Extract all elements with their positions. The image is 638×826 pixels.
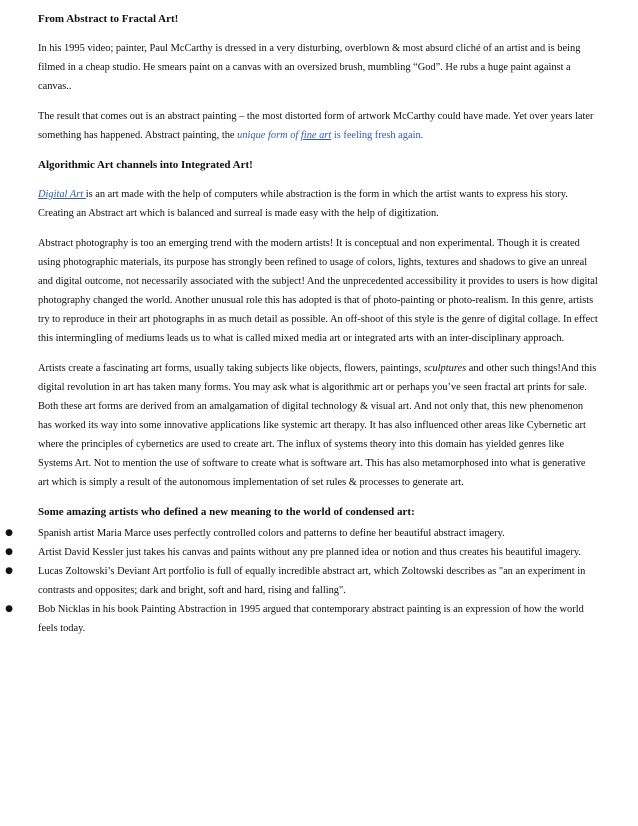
sculptures-text: sculptures (423, 363, 467, 374)
paragraph-digital-art-text: is an art made with the help of computers while abstraction is the form in which the artist wants to express his story. Creating an Abstract art which is balanced and surreal is made easy with the help of digitization. (38, 189, 568, 219)
digital-art-link[interactable]: Digital Art (38, 189, 86, 200)
list-item-text: Artist David Kessler just takes his canvas and paints without any pre planned idea or notion and thus creates his beautiful imagery. (38, 547, 581, 558)
bullet-icon: ● (5, 566, 13, 576)
document-page (5, 10, 598, 638)
bullet-icon: ● (5, 528, 13, 538)
paragraph-mccarthy: In his 1995 video; painter, Paul McCarthy is dressed in a very disturbing, overblown & most absurd cliché of an artist and is being filmed in a cheap studio. He smears paint on a canvas with an oversized brush, mumbling “God”. He rubs a huge paint against a canvas.. (38, 43, 581, 92)
feeling-fresh-link[interactable]: is feeling fresh again. (331, 130, 424, 141)
list-item (5, 562, 598, 600)
list-item-text: Lucas Zoltowski’s Deviant Art portfolio is full of equally incredible abstract art, which Zoltowski describes as "an an experiment in contrasts and opposites; dark and bright, soft and hard, rising and falling". (38, 566, 586, 596)
artists-list (5, 524, 598, 638)
paragraph-digital-art (38, 185, 598, 223)
paragraph-result-text: The result that comes out is an abstract painting – the most distorted form of artwork McCarthy could have made. Yet over years later something has happened. Abstract painting, the (38, 111, 594, 141)
list-item (5, 600, 598, 638)
bullet-icon: ● (5, 547, 13, 557)
heading-algorithmic-art: Algorithmic Art channels into Integrated Art! (38, 159, 253, 171)
unique-form-text: unique form of (237, 130, 301, 141)
paragraph-artists (38, 359, 598, 492)
heading-abstract-to-fractal: From Abstract to Fractal Art! (38, 13, 179, 25)
fine-art-link[interactable]: fine art (300, 130, 332, 141)
list-item (5, 543, 598, 562)
list-item-text: Spanish artist Maria Marce uses perfectly controlled colors and patterns to define her beautiful abstract imagery. (38, 528, 505, 539)
bullet-icon: ● (5, 604, 13, 614)
paragraph-result (38, 107, 598, 145)
heading-amazing-artists: Some amazing artists who defined a new meaning to the world of condensed art: (38, 506, 415, 518)
list-item (5, 524, 598, 543)
paragraph-artists-text-b: and other such things!And this digital revolution in art has taken many forms. You may ask what is algorithmic art or perhaps you’ve seen fractal art prints for sale. Both these art forms are derived from an amalgamation of digital technology & visual art. And not only that, this new phenomenon has worked its way into some innovative applications like systemic art therapy. It has also influenced other areas like Cybernetic art where the principles of cybernetics are used to create art. The influx of systems theory into this domain has yielded genres like Systems Art. Not to mention the use of software to create what is software art. This has also metamorphosed into what is generative art which is simply a result of the autonomous implementation of set rules & processes to generate art. (38, 363, 597, 488)
paragraph-artists-text-a: Artists create a fascinating art forms, usually taking subjects like objects, flowers, paintings, (38, 363, 424, 374)
list-item-text: Bob Nicklas in his book Painting Abstraction in 1995 argued that contemporary abstract painting is an expression of how the world feels today. (38, 604, 584, 634)
paragraph-abstract-photography: Abstract photography is too an emerging trend with the modern artists! It is conceptual and non experimental. Though it is created using photographic materials, its purpose has strongly been refined to usage of colors, lights, textures and shadows to give an unreal and digital outcome, not necessarily associated with the subject! And the unprecedented accessibility it provides to users is how digital photography changed the world. Another unusual role this has adopted is that of photo-painting or photo-realism. In this genre, artists try to reproduce in their art photographs in as much detail as possible. An off-shoot of this style is the genre of digital collage. In effect this intermingling of mediums leads us to what is called mixed media art or integrated arts with an inter-disciplinary approach. (38, 238, 598, 344)
